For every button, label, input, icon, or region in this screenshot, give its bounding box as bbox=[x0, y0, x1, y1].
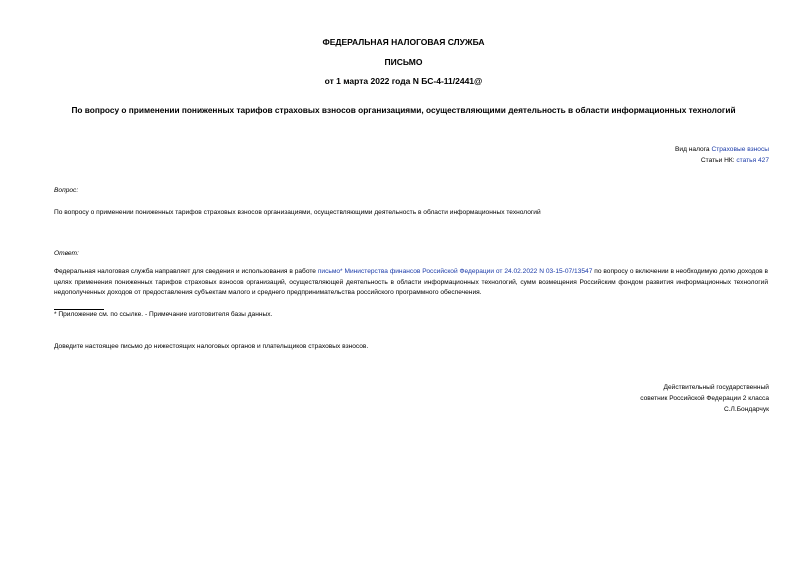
tax-type-link[interactable]: Страховые взносы bbox=[711, 146, 769, 153]
doc-subject: По вопросу о применении пониженных тарифов страховых взносов организациями, осуществляющими деятельность в области информационных технологий bbox=[71, 105, 736, 115]
question-text: По вопросу о применении пониженных тарифов страховых взносов организациями, осуществляющими деятельность в области информационных технологий bbox=[54, 209, 541, 216]
nk-articles-label: Статьи НК: bbox=[700, 157, 735, 164]
answer-label: Ответ: bbox=[54, 250, 79, 257]
footnote: * Приложение см. по ссылке. - Примечание изготовителя базы данных. bbox=[54, 311, 273, 318]
question-label: Вопрос: bbox=[54, 187, 79, 194]
instruction-text: Доведите настоящее письмо до нижестоящих налоговых органов и плательщиков страховых взносов. bbox=[54, 343, 369, 350]
answer-text-start: Федеральная налоговая служба направляет для сведения и использования в работе bbox=[54, 268, 318, 275]
agency-title: ФЕДЕРАЛЬНАЯ НАЛОГОВАЯ СЛУЖБА bbox=[322, 37, 485, 47]
answer-text-end: по вопросу о включении в необходимую долю доходов в целях применения пониженных тарифов страховых взносов организаций, осуществляющей деятельность в области информационных технологий, сумм возмещения Российским фондом развития информационных технологий недополученных доходов от предоставления субъектам малого и среднего предпринимательства российского программного обеспечения. bbox=[54, 268, 768, 296]
minfin-letter-link[interactable]: письмо* Министерства финансов Российской Федерации от 24.02.2022 N 03-15-07/13547 bbox=[317, 268, 593, 275]
doc-date-number: от 1 марта 2022 года N БС-4-11/2441@ bbox=[324, 76, 483, 86]
signature-name: С.Л.Бондарчук bbox=[723, 406, 769, 413]
answer-paragraph bbox=[54, 267, 768, 299]
tax-type-label: Вид налога bbox=[675, 146, 710, 153]
tax-type-line bbox=[675, 145, 769, 156]
signature-line-1: Действительный государственный bbox=[663, 384, 769, 391]
signature-line-2: советник Российской Федерации 2 класса bbox=[640, 395, 769, 402]
nk-article-link[interactable]: статья 427 bbox=[736, 157, 769, 164]
nk-articles-line bbox=[701, 156, 769, 167]
doc-type: ПИСЬМО bbox=[384, 57, 423, 67]
